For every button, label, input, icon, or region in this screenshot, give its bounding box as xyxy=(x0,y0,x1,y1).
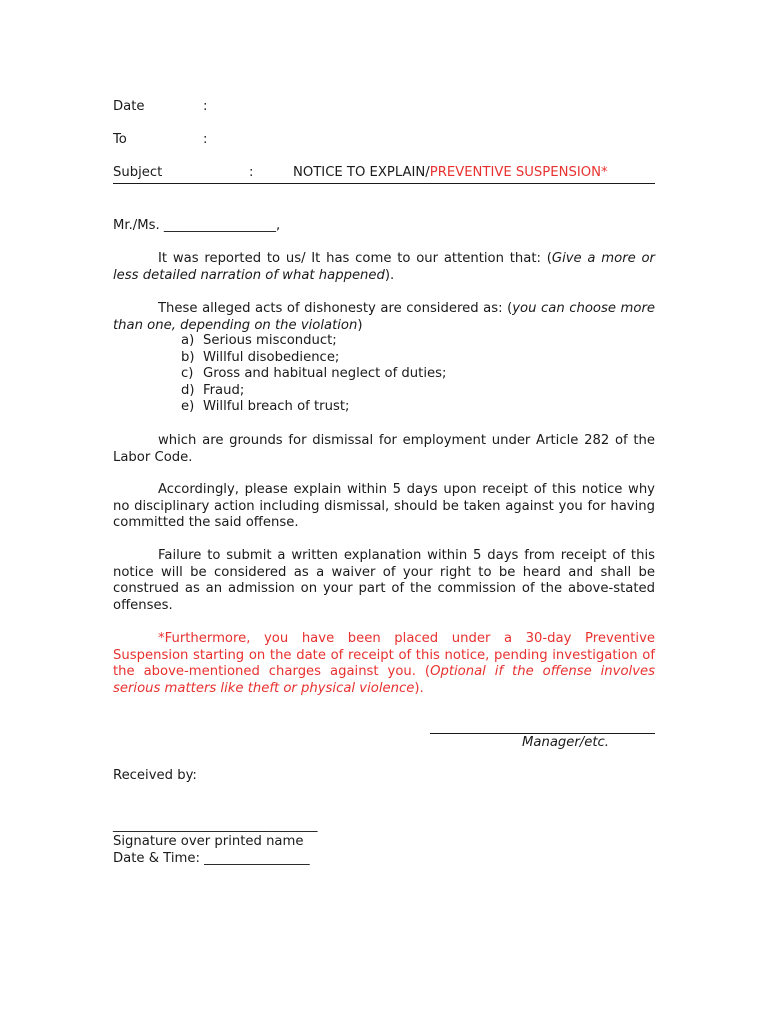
list-item-letter: a) xyxy=(181,333,195,348)
recipient-signature-line: _______________________________ xyxy=(113,818,318,833)
para6-end: ). xyxy=(414,680,424,696)
list-item-letter: d) xyxy=(181,382,195,398)
para6-italic: Optional if the offense involves serious matters like theft or physical violence xyxy=(113,664,655,696)
para2-italic: you can choose more than one, depending on the violation xyxy=(113,301,655,333)
list-item-letter: e) xyxy=(181,399,195,415)
list-item xyxy=(181,399,446,416)
manager-signature-line xyxy=(430,733,655,734)
violation-list xyxy=(181,333,446,416)
subject-colon: : xyxy=(249,165,254,180)
salutation: Mr./Ms. _________________, xyxy=(113,218,281,233)
to-colon: : xyxy=(203,132,208,147)
list-item-text: Serious misconduct; xyxy=(203,333,337,348)
para2-end: ) xyxy=(357,317,363,333)
paragraph-considered xyxy=(113,301,655,334)
para2-text: These alleged acts of dishonesty are considered as: ( xyxy=(158,301,513,316)
list-item xyxy=(181,350,446,367)
paragraph-failure: Failure to submit a written explanation within 5 days from receipt of this notice will be considered as a waiver of your right to be heard and shall be construed as an admission on your part of the commission of the above-stated offenses. xyxy=(113,548,655,613)
signature-caption: Signature over printed name xyxy=(113,834,304,849)
received-by-label: Received by: xyxy=(113,768,197,783)
para1-text: It was reported to us/ It has come to our attention that: ( xyxy=(158,251,552,266)
list-item xyxy=(181,366,446,383)
paragraph-grounds: which are grounds for dismissal for employment under Article 282 of the Labor Code. xyxy=(113,433,655,465)
para6-text: *Furthermore, you have been placed under a 30-day Preventive Suspension starting on the date of receipt of this notice, pending investigation of the above-mentioned charges against you. ( xyxy=(113,631,655,680)
para1-italic: Give a more or less detailed narration of what happened xyxy=(113,251,655,283)
paragraph-report xyxy=(113,251,655,284)
list-item-text: Willful breach of trust; xyxy=(203,399,350,415)
list-item-text: Willful disobedience; xyxy=(203,349,340,365)
signatory-title: Manager/etc. xyxy=(522,735,609,750)
list-item-letter: b) xyxy=(181,349,195,365)
subject-label: Subject xyxy=(113,165,163,180)
date-time-field: Date & Time: ________________ xyxy=(113,851,310,866)
paragraph-suspension xyxy=(113,631,655,697)
paragraph-explain: Accordingly, please explain within 5 days upon receipt of this notice why no disciplinary action including dismissal, should be taken against you for having committed the said offense. xyxy=(113,482,655,531)
subject-red-text: PREVENTIVE SUSPENSION* xyxy=(429,165,608,180)
subject-text: NOTICE TO EXPLAIN/ xyxy=(293,165,430,180)
list-item-text: Fraud; xyxy=(203,382,245,398)
para1-end: ). xyxy=(384,267,395,283)
list-item-letter: c) xyxy=(181,366,194,382)
list-item-text: Gross and habitual neglect of duties; xyxy=(203,366,447,382)
subject-divider xyxy=(113,183,655,184)
date-colon: : xyxy=(203,99,208,114)
list-item xyxy=(181,383,446,400)
list-item xyxy=(181,333,446,350)
subject-line-text xyxy=(293,165,608,180)
to-label: To xyxy=(113,132,127,147)
date-label: Date xyxy=(113,99,145,114)
